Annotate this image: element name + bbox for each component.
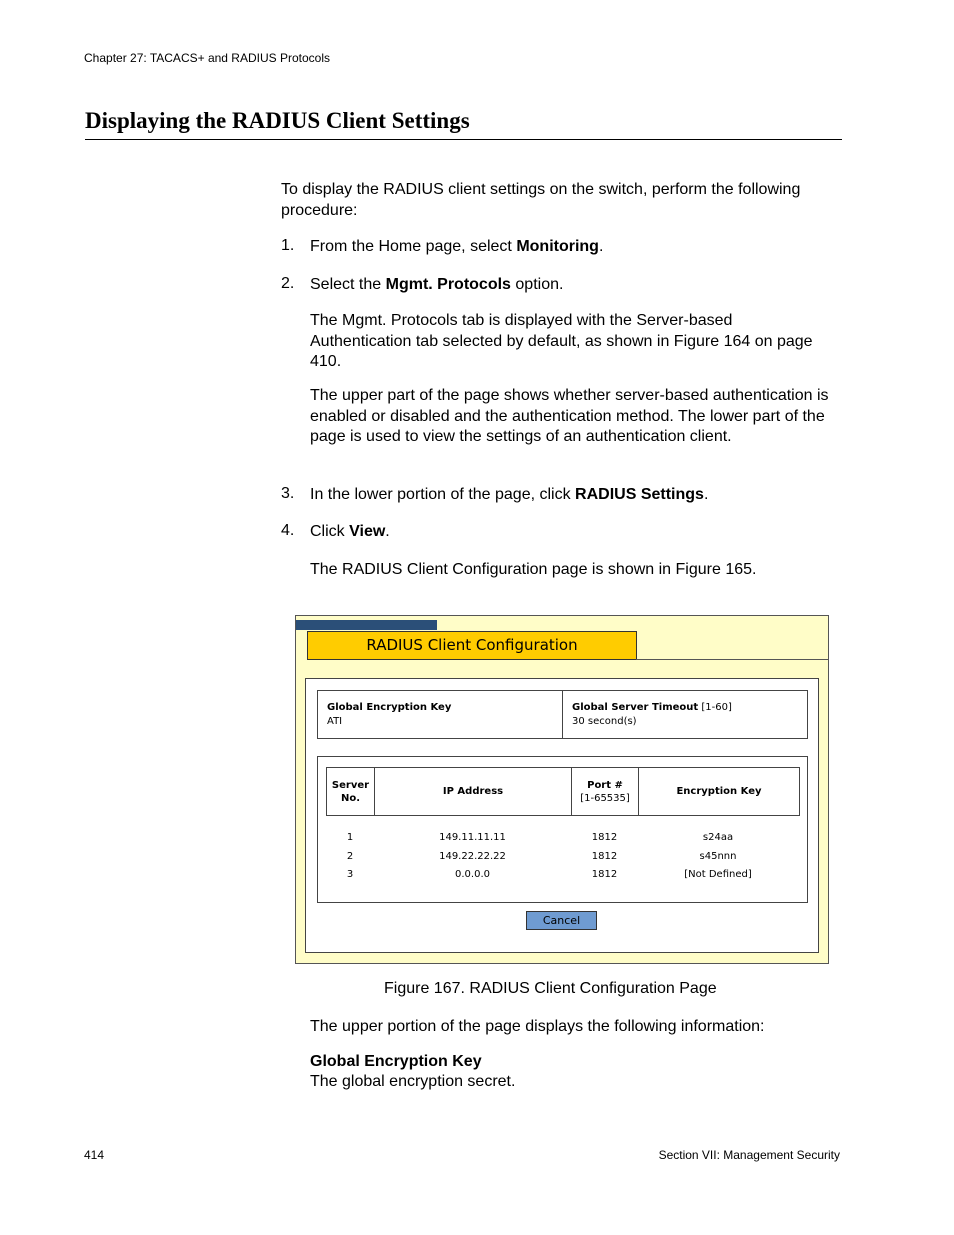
table-row: 2 149.22.22.22 1812 s45nnn xyxy=(346,851,737,862)
step-1-text: From the Home page, select Monitoring. xyxy=(310,238,604,255)
section-title: Displaying the RADIUS Client Settings xyxy=(85,108,470,133)
col-encryption-key: Encryption Key xyxy=(676,786,762,797)
global-timeout-cell xyxy=(563,691,807,738)
global-key-cell xyxy=(318,691,563,738)
step-number: 2. xyxy=(281,275,295,292)
server-table-box xyxy=(317,756,808,903)
footer-section: Section VII: Management Security xyxy=(658,1148,840,1162)
tab-bar xyxy=(296,620,437,630)
step-4-note: The RADIUS Client Configuration page is shown in Figure 165. xyxy=(310,561,757,578)
step-2-note-1: The Mgmt. Protocols tab is displayed with the Server-based Authentication tab selected by default, as shown in Figure 164 on page 410. xyxy=(310,312,813,370)
global-key-value: ATI xyxy=(327,716,343,727)
chapter-header: Chapter 27: TACACS+ and RADIUS Protocols xyxy=(84,51,330,65)
step-number: 1. xyxy=(281,237,295,254)
global-timeout-label-line: Global Server Timeout [1-60] xyxy=(572,702,732,713)
term-heading: Global Encryption Key xyxy=(310,1053,482,1070)
global-key-label: Global Encryption Key xyxy=(327,702,452,713)
after-caption-paragraph: The upper portion of the page displays the following information: xyxy=(310,1018,765,1035)
step-number: 3. xyxy=(281,485,295,502)
config-panel xyxy=(305,678,819,953)
global-settings-box xyxy=(317,690,808,739)
radius-config-screenshot xyxy=(295,615,829,964)
table-row: 1 149.11.11.11 1812 s24aa xyxy=(346,832,734,843)
step-number: 4. xyxy=(281,522,295,539)
step-2-text: Select the Mgmt. Protocols option. xyxy=(310,276,564,293)
figure-caption: Figure 167. RADIUS Client Configuration Page xyxy=(384,980,717,997)
step-3-text: In the lower portion of the page, click RADIUS Settings. xyxy=(310,486,709,503)
step-4-text: Click View. xyxy=(310,523,390,540)
col-ip-address: IP Address xyxy=(375,768,572,815)
server-table-header xyxy=(326,767,800,816)
title-rule xyxy=(85,139,842,140)
global-timeout-value: 30 second(s) xyxy=(572,716,637,727)
term-description: The global encryption secret. xyxy=(310,1073,516,1090)
intro-paragraph: To display the RADIUS client settings on the switch, perform the following procedure: xyxy=(281,181,801,219)
page-title-box: RADIUS Client Configuration xyxy=(307,631,637,660)
page-number: 414 xyxy=(84,1148,105,1162)
divider xyxy=(636,659,829,660)
step-2-note-2: The upper part of the page shows whether server-based authentication is enabled or disabled and the authentication method. The lower part of the page is used to view the settings of an authentication client. xyxy=(310,387,829,445)
col-port: Port # [1-65535] xyxy=(572,768,639,815)
cancel-button[interactable]: Cancel xyxy=(526,911,597,930)
table-row: 3 0.0.0.0 1812 [Not Defined] xyxy=(346,869,752,880)
col-server-no: Server No. xyxy=(327,768,375,815)
